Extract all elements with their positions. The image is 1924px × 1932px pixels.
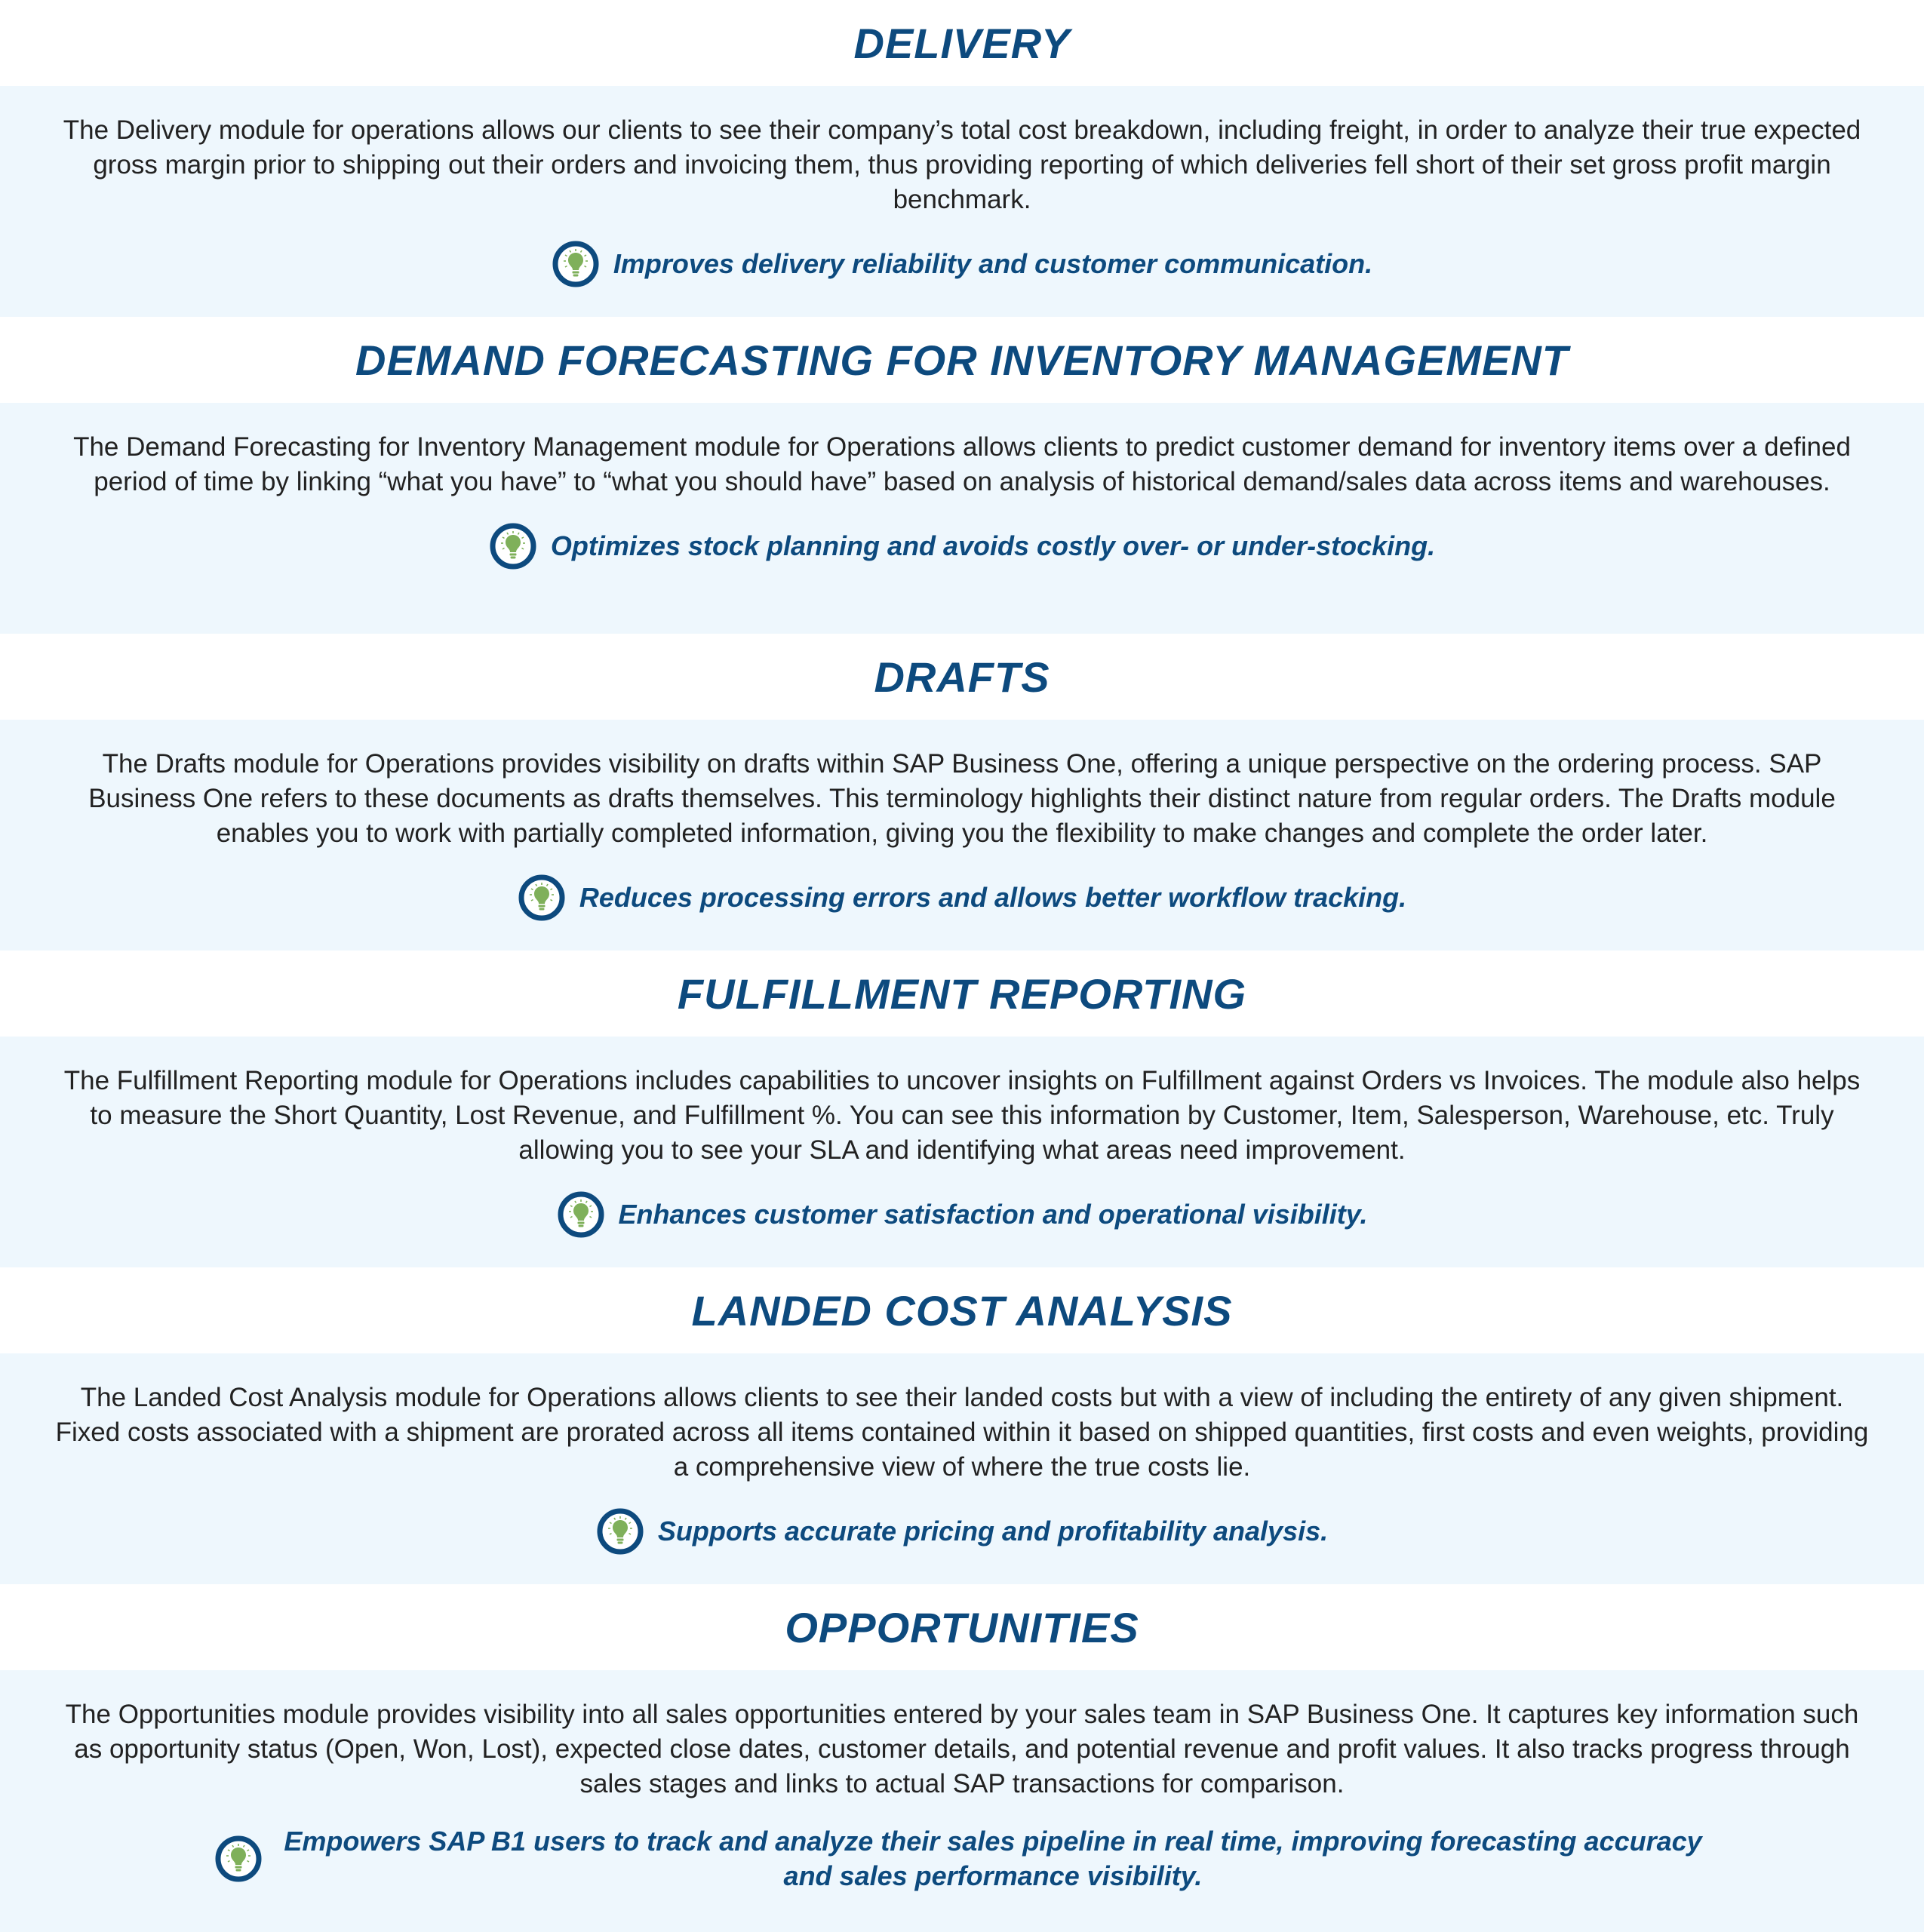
benefit-callout	[53, 522, 1871, 570]
lightbulb-icon	[557, 1190, 605, 1239]
section-title: DEMAND FORECASTING FOR INVENTORY MANAGEMENT	[355, 336, 1569, 384]
module-section	[0, 1584, 1924, 1932]
benefit-callout	[53, 240, 1871, 288]
module-section	[0, 634, 1924, 951]
section-title: DELIVERY	[853, 19, 1071, 67]
section-title: LANDED COST ANALYSIS	[691, 1286, 1233, 1335]
module-section	[0, 951, 1924, 1267]
section-body	[0, 1037, 1924, 1267]
benefit-callout	[53, 874, 1871, 922]
section-description: The Opportunities module provides visibility into all sales opportunities entered by your sales team in SAP Business One. It captures key information such as opportunity status (Open, Won, Lost), expected close dates, customer details, and potential revenue and profit values. It also tracks progress through sales stages and links to actual SAP transactions for comparison.	[65, 1700, 1859, 1798]
section-description: The Delivery module for operations allows our clients to see their company’s total cost breakdown, including freight, in order to analyze their true expected gross margin prior to shipping out their orders and invoicing them, thus providing reporting of which deliveries fell short of their set gross profit margin benchmark.	[63, 115, 1861, 214]
benefit-text: Supports accurate pricing and profitability analysis.	[657, 1516, 1329, 1547]
section-body	[0, 1353, 1924, 1584]
benefit-text: Reduces processing errors and allows better workflow tracking.	[579, 882, 1407, 913]
lightbulb-icon	[489, 522, 537, 570]
section-body	[0, 720, 1924, 951]
section-body	[0, 86, 1924, 317]
module-section	[0, 317, 1924, 634]
section-description: The Drafts module for Operations provides visibility on drafts within SAP Business One, offering a unique perspective on the ordering process. SAP Business One refers to these documents as drafts themselves. This terminology highlights their distinct nature from regular orders. The Drafts module enables you to work with partially completed information, giving you the flexibility to make changes and complete the order later.	[88, 749, 1836, 848]
section-title: FULFILLMENT REPORTING	[677, 969, 1247, 1018]
section-body	[0, 1670, 1924, 1932]
benefit-callout	[53, 1190, 1871, 1239]
benefit-text: Optimizes stock planning and avoids costly over- or under-stocking.	[550, 530, 1436, 561]
benefit-text: Improves delivery reliability and customer communication.	[613, 248, 1373, 279]
lightbulb-icon	[552, 240, 600, 288]
section-description: The Landed Cost Analysis module for Operations allows clients to see their landed costs but with a view of including the entirety of any given shipment. Fixed costs associated with a shipment are prorated across all items contained within it based on shipped quantities, first costs and even weights, providing a comprehensive view of where the true costs lie.	[55, 1383, 1869, 1482]
section-title: DRAFTS	[874, 653, 1050, 701]
benefit-callout	[53, 1824, 1871, 1894]
section-description: The Fulfillment Reporting module for Operations includes capabilities to uncover insights on Fulfillment against Orders vs Invoices. The module also helps to measure the Short Quantity, Lost Revenue, and Fulfillment %. You can see this information by Customer, Item, Salesperson, Warehouse, etc. Truly allowing you to see your SLA and identifying what areas need improvement.	[63, 1066, 1861, 1165]
section-description: The Demand Forecasting for Inventory Management module for Operations allows clients to predict customer demand for inventory items over a defined period of time by linking “what you have” to “what you should have” based on analysis of historical demand/sales data across items and warehouses.	[73, 432, 1851, 496]
benefit-text: Empowers SAP B1 users to track and analyze their sales pipeline in real time, improving forecasting accuracy and sales performance visibility.	[284, 1826, 1702, 1891]
module-section	[0, 1267, 1924, 1584]
lightbulb-icon	[596, 1507, 644, 1556]
lightbulb-icon	[518, 874, 566, 922]
section-title: OPPORTUNITIES	[785, 1603, 1139, 1651]
benefit-callout	[53, 1507, 1871, 1556]
lightbulb-icon	[214, 1835, 263, 1883]
section-body	[0, 403, 1924, 634]
module-section	[0, 0, 1924, 317]
benefit-text: Enhances customer satisfaction and operational visibility.	[618, 1199, 1368, 1230]
